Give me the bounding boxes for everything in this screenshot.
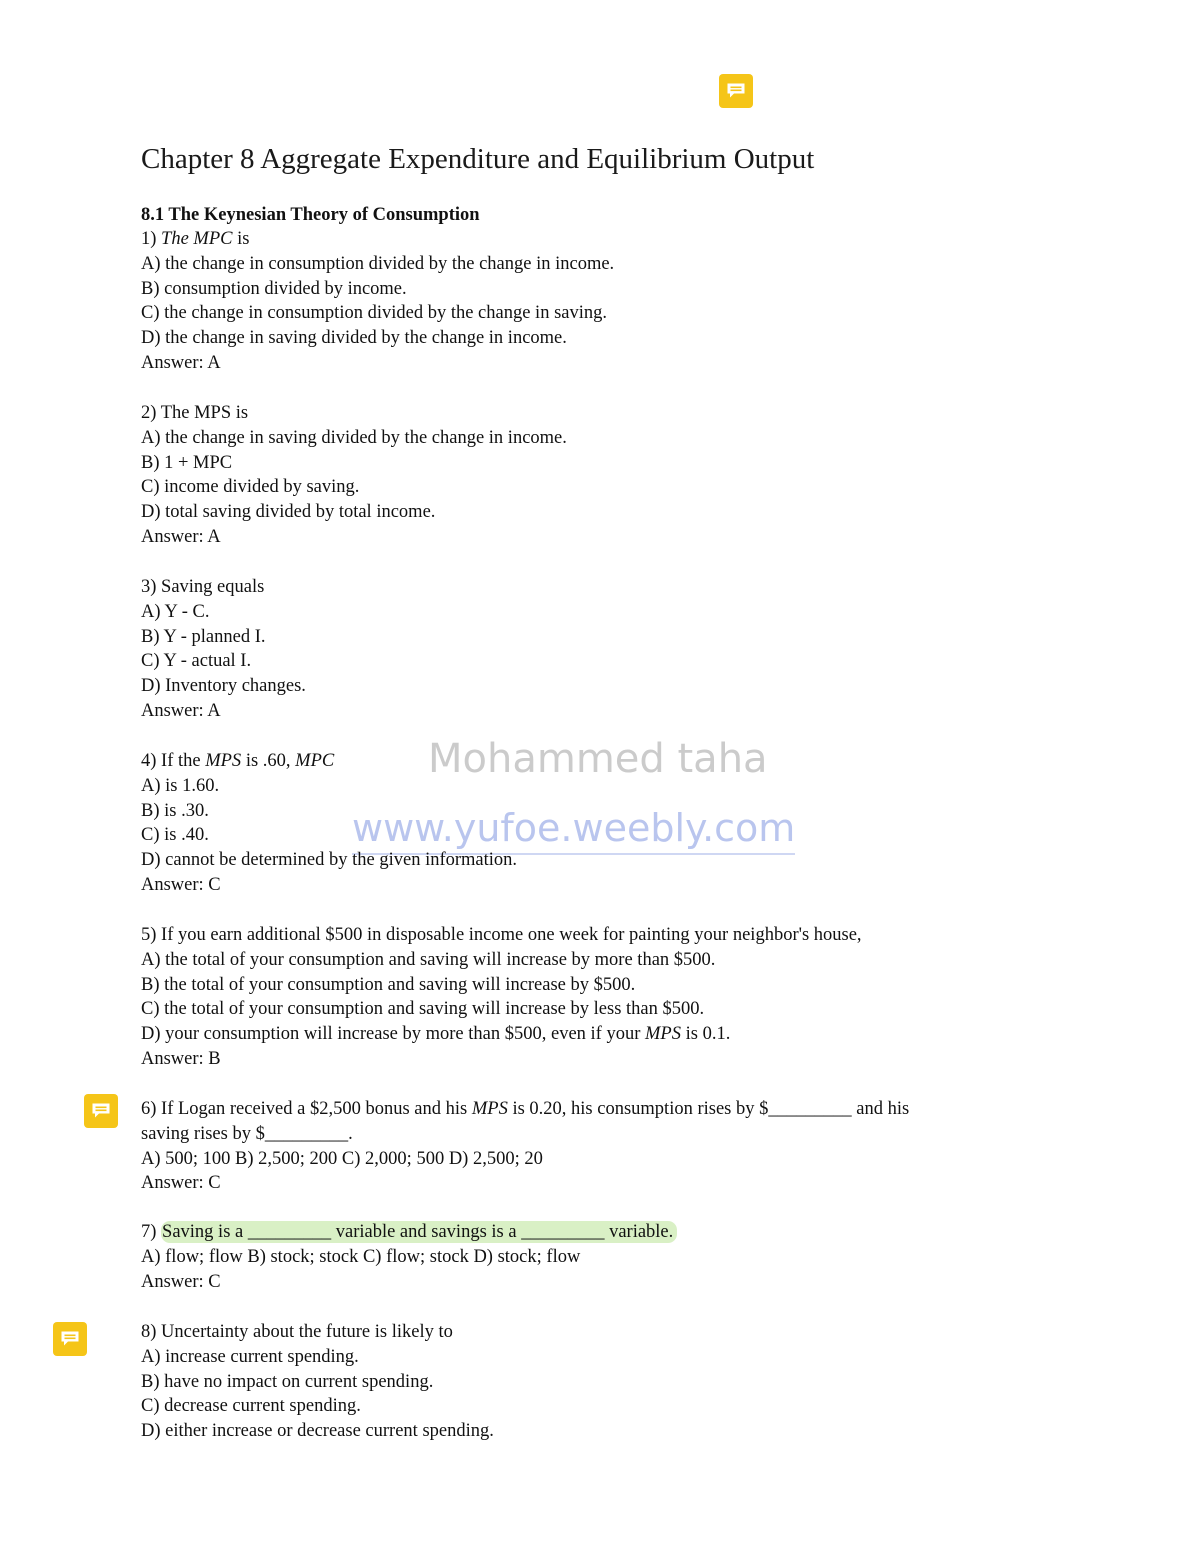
text-run: Answer: C [141, 1271, 221, 1292]
question-line [141, 426, 567, 451]
text-run: B) Y - planned I. [141, 626, 266, 647]
text-run: Answer: A [141, 700, 221, 721]
text-run: A) the total of your consumption and saving will increase by more than $500. [141, 949, 716, 970]
page-title: Chapter 8 Aggregate Expenditure and Equilibrium Output [141, 143, 815, 175]
comment-marker-top[interactable] [719, 74, 753, 108]
text-run: MPS [205, 751, 242, 771]
text-run: 4) If the [141, 751, 206, 771]
question-line [141, 451, 567, 476]
text-run: A) 500; 100 B) 2,500; 200 C) 2,000; 500 D) 2,500; 20 [141, 1148, 543, 1169]
question-7 [141, 1220, 677, 1294]
question-line [141, 500, 567, 525]
question-line [141, 351, 614, 376]
text-run: B) 1 + MPC [141, 452, 233, 473]
question-4 [141, 749, 517, 898]
question-line [141, 326, 614, 351]
text-run: saving rises by $_________. [141, 1123, 353, 1144]
text-run: A) the change in saving divided by the change in income. [141, 427, 567, 448]
text-run: is 0.20, his consumption rises by $_________ and his [507, 1099, 910, 1119]
question-line [141, 525, 567, 550]
question-stem [141, 1220, 677, 1245]
text-run: Answer: A [141, 526, 221, 547]
question-line [141, 774, 517, 799]
question-line [141, 799, 517, 824]
question-stem [141, 923, 862, 948]
question-line [141, 301, 614, 326]
question-stem [141, 749, 517, 774]
question-line [141, 973, 862, 998]
text-run: is 0.1. [680, 1024, 731, 1045]
question-line [141, 625, 306, 650]
question-stem [141, 1097, 909, 1122]
question-line [141, 1147, 909, 1172]
text-run: Answer: C [141, 1173, 221, 1194]
text-run: A) flow; flow B) stock; stock C) flow; stock D) stock; flow [141, 1246, 581, 1267]
text-run: 5) If you earn additional $500 in disposable income one week for painting your neighbor's house, [141, 925, 862, 945]
question-stem [141, 227, 614, 252]
text-run: Answer: B [141, 1048, 221, 1069]
comment-icon [726, 82, 746, 100]
text-run: is .60, [241, 751, 296, 771]
text-run: A) is 1.60. [141, 775, 220, 796]
question-line [141, 873, 517, 898]
text-run: C) the change in consumption divided by the change in saving. [141, 303, 607, 324]
text-run: 2) The MPS is [141, 403, 249, 423]
comment-marker-q6[interactable] [84, 1094, 118, 1128]
text-run: MPS [645, 1024, 681, 1045]
text-run: B) consumption divided by income. [141, 278, 407, 299]
question-line [141, 1345, 494, 1370]
question-line [141, 1419, 494, 1444]
text-run: C) income divided by saving. [141, 477, 360, 498]
text-run: Answer: C [141, 874, 221, 895]
question-1 [141, 227, 614, 376]
text-run: 7) [141, 1222, 162, 1242]
question-line [141, 1122, 909, 1147]
text-run: A) the change in consumption divided by the change in income. [141, 253, 615, 274]
question-line [141, 674, 306, 699]
question-line [141, 1245, 677, 1270]
question-3 [141, 575, 306, 724]
text-run: D) the change in saving divided by the change in income. [141, 328, 567, 349]
text-run: C) decrease current spending. [141, 1396, 361, 1417]
question-line [141, 475, 567, 500]
question-line [141, 948, 862, 973]
question-line [141, 997, 862, 1022]
text-run: is [232, 229, 250, 249]
question-stem [141, 1320, 494, 1345]
text-run: A) Y - C. [141, 601, 210, 622]
watermark-name: Mohammed taha [428, 736, 768, 782]
text-run: Answer: A [141, 352, 221, 373]
question-6 [141, 1097, 909, 1196]
question-line [141, 848, 517, 873]
question-line [141, 649, 306, 674]
text-run: 3) Saving equals [141, 577, 265, 597]
text-run: A) increase current spending. [141, 1346, 359, 1367]
question-line [141, 1270, 677, 1295]
question-line [141, 252, 614, 277]
text-run: The MPC [161, 229, 233, 249]
text-run: B) the total of your consumption and saving will increase by $500. [141, 974, 636, 995]
question-line [141, 823, 517, 848]
text-run: 6) If Logan received a $2,500 bonus and his [141, 1099, 472, 1119]
comment-marker-q8[interactable] [53, 1322, 87, 1356]
question-stem [141, 575, 306, 600]
question-2 [141, 401, 567, 550]
text-run: 8) Uncertainty about the future is likely to [141, 1322, 453, 1342]
section-heading: 8.1 The Keynesian Theory of Consumption [141, 205, 480, 225]
text-run: D) either increase or decrease current spending. [141, 1421, 494, 1442]
comment-icon [60, 1330, 80, 1348]
text-run: D) Inventory changes. [141, 676, 306, 697]
question-5 [141, 923, 862, 1072]
text-run: D) your consumption will increase by more than $500, even if your [141, 1024, 646, 1045]
question-line [141, 277, 614, 302]
text-run: C) Y - actual I. [141, 651, 252, 672]
text-run: MPC [295, 751, 335, 771]
question-line [141, 1047, 862, 1072]
text-run: B) is .30. [141, 800, 209, 821]
text-run: D) total saving divided by total income. [141, 502, 436, 523]
text-run: 1) [141, 229, 162, 249]
question-line [141, 1171, 909, 1196]
question-line [141, 1022, 862, 1047]
highlighted-text: Saving is a _________ variable and savings is a _________ variable. [161, 1221, 677, 1243]
text-run: D) cannot be determined by the given information. [141, 850, 518, 871]
question-line [141, 1394, 494, 1419]
question-line [141, 1370, 494, 1395]
text-run: C) the total of your consumption and saving will increase by less than $500. [141, 999, 705, 1020]
watermark-url: www.yufoe.weebly.com [352, 804, 795, 855]
question-line [141, 699, 306, 724]
text-run: C) is .40. [141, 825, 209, 846]
question-8 [141, 1320, 494, 1444]
question-line [141, 600, 306, 625]
text-run: B) have no impact on current spending. [141, 1371, 434, 1392]
comment-icon [91, 1102, 111, 1120]
question-stem [141, 401, 567, 426]
text-run: MPS [471, 1099, 508, 1119]
